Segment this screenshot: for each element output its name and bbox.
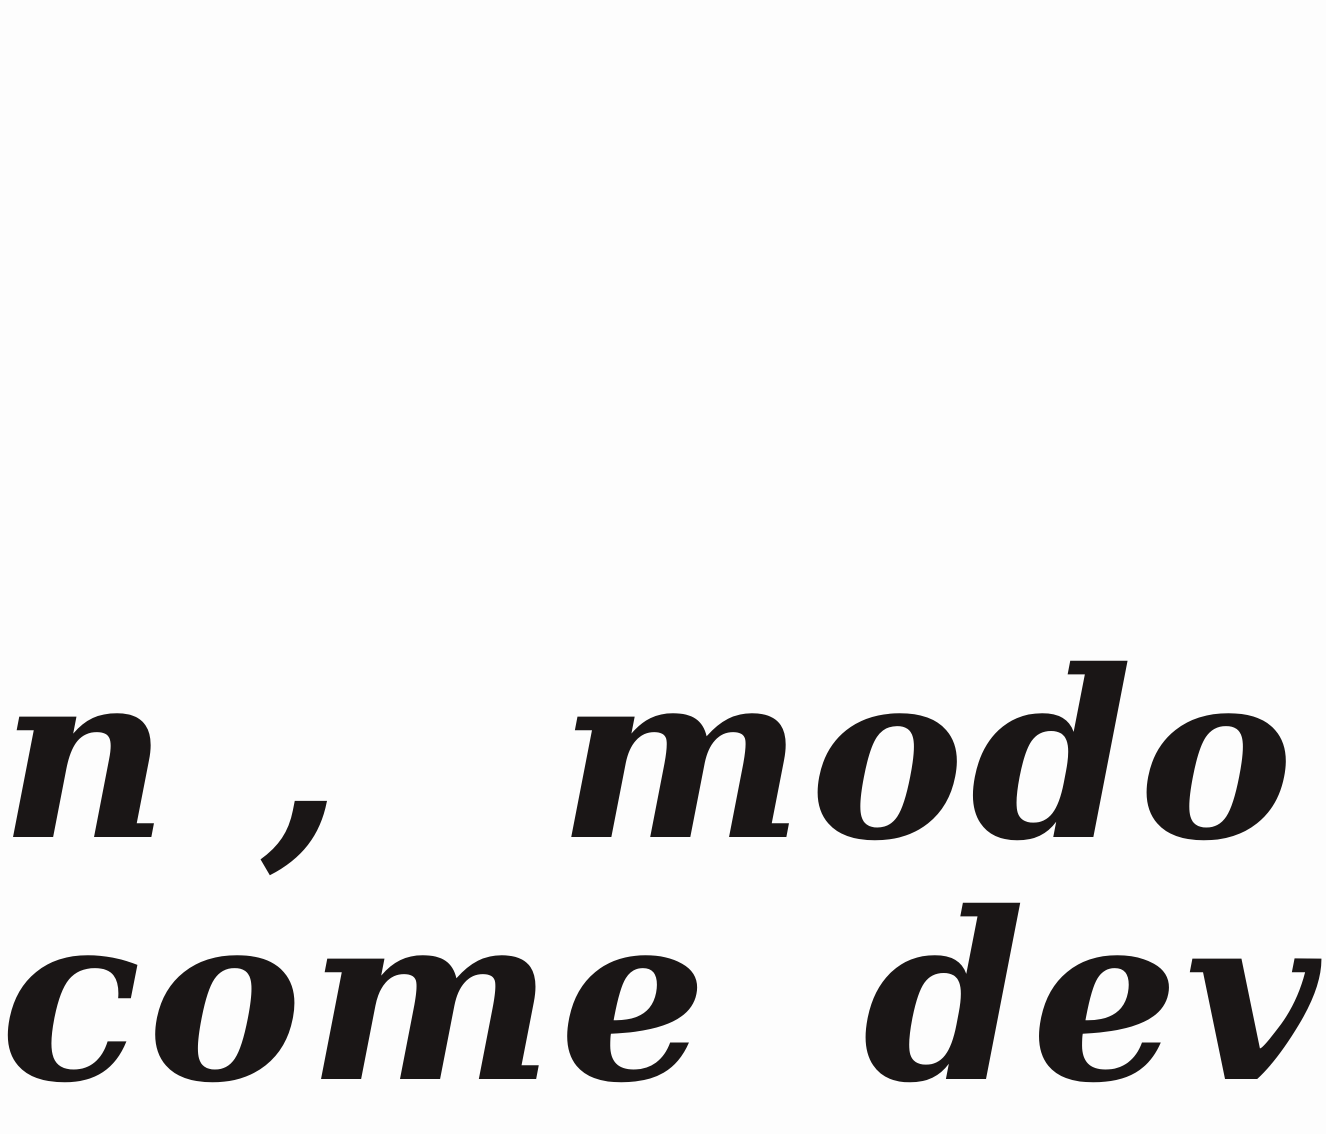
text-fragment-right: modo [558, 619, 1300, 892]
text-fragment-left: come [0, 861, 714, 1134]
text-fragment-left: n , [0, 619, 349, 892]
text-line-1 [0, 619, 1300, 892]
text-line-2 [0, 861, 1326, 1134]
text-fragment-right: dev [863, 861, 1326, 1134]
